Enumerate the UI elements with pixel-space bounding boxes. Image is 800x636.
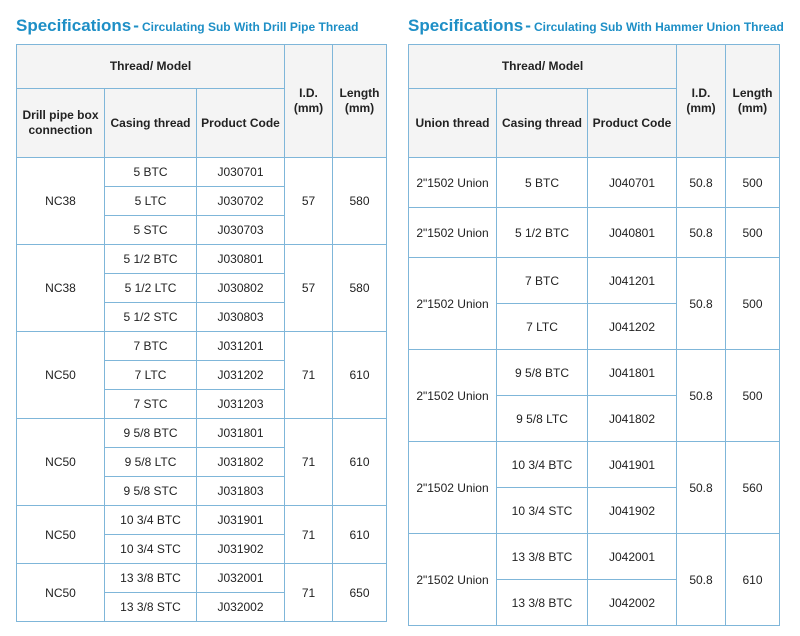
product-code-cell: J031901 <box>197 506 285 535</box>
product-code-cell: J041901 <box>588 442 677 488</box>
length-header: Length (mm) <box>333 45 387 158</box>
length-cell: 500 <box>726 350 780 442</box>
casing-thread-cell: 5 1/2 BTC <box>497 208 588 258</box>
casing-thread-cell: 9 5/8 BTC <box>497 350 588 396</box>
product-code-cell: J031803 <box>197 477 285 506</box>
casing-thread-header: Casing thread <box>105 89 197 158</box>
id-cell: 57 <box>285 245 333 332</box>
casing-thread-cell: 13 3/8 BTC <box>497 534 588 580</box>
product-code-cell: J031802 <box>197 448 285 477</box>
length-cell: 580 <box>333 245 387 332</box>
union-thread-header: Union thread <box>409 89 497 158</box>
heading-separator: - <box>525 16 531 35</box>
hammer-union-spec-body <box>409 158 780 626</box>
drill-pipe-spec-panel <box>16 12 388 622</box>
table-row <box>17 419 387 448</box>
hammer-union-spec-panel <box>408 12 784 626</box>
table-row <box>409 534 780 580</box>
product-code-header: Product Code <box>197 89 285 158</box>
casing-thread-cell: 5 1/2 BTC <box>105 245 197 274</box>
union-thread-cell: 2"1502 Union <box>409 208 497 258</box>
table-row <box>409 208 780 258</box>
heading-separator: - <box>133 16 139 35</box>
length-cell: 560 <box>726 442 780 534</box>
thread-model-header: Thread/ Model <box>17 45 285 89</box>
heading-main: Specifications <box>16 16 132 35</box>
casing-thread-cell: 5 1/2 LTC <box>105 274 197 303</box>
union-thread-cell: 2"1502 Union <box>409 534 497 626</box>
id-cell: 71 <box>285 564 333 622</box>
product-code-cell: J040801 <box>588 208 677 258</box>
union-thread-cell: 2"1502 Union <box>409 158 497 208</box>
product-code-cell: J031203 <box>197 390 285 419</box>
casing-thread-cell: 7 LTC <box>497 304 588 350</box>
casing-thread-cell: 7 BTC <box>497 258 588 304</box>
length-header: Length (mm) <box>726 45 780 158</box>
drill-pipe-connection-cell: NC50 <box>17 419 105 506</box>
product-code-cell: J030803 <box>197 303 285 332</box>
union-thread-cell: 2"1502 Union <box>409 258 497 350</box>
product-code-cell: J042002 <box>588 580 677 626</box>
length-cell: 610 <box>726 534 780 626</box>
id-cell: 71 <box>285 419 333 506</box>
table-row <box>17 506 387 535</box>
id-cell: 50.8 <box>677 534 726 626</box>
hammer-union-spec-table <box>408 44 780 626</box>
casing-thread-cell: 7 STC <box>105 390 197 419</box>
heading-main: Specifications <box>408 16 524 35</box>
casing-thread-cell: 9 5/8 LTC <box>105 448 197 477</box>
casing-thread-cell: 9 5/8 LTC <box>497 396 588 442</box>
product-code-cell: J031202 <box>197 361 285 390</box>
table-row <box>409 350 780 396</box>
table-row <box>409 158 780 208</box>
id-cell: 71 <box>285 332 333 419</box>
product-code-cell: J030702 <box>197 187 285 216</box>
heading-subtitle: Circulating Sub With Hammer Union Thread <box>533 20 784 34</box>
casing-thread-cell: 9 5/8 STC <box>105 477 197 506</box>
table-row <box>17 245 387 274</box>
product-code-cell: J042001 <box>588 534 677 580</box>
product-code-cell: J041802 <box>588 396 677 442</box>
casing-thread-cell: 10 3/4 BTC <box>105 506 197 535</box>
drill-pipe-connection-header: Drill pipe box connection <box>17 89 105 158</box>
drill-pipe-spec-heading <box>16 12 388 40</box>
length-cell: 610 <box>333 332 387 419</box>
length-cell: 500 <box>726 158 780 208</box>
product-code-cell: J041801 <box>588 350 677 396</box>
casing-thread-cell: 5 1/2 STC <box>105 303 197 332</box>
casing-thread-cell: 5 BTC <box>497 158 588 208</box>
product-code-cell: J032002 <box>197 593 285 622</box>
product-code-cell: J041202 <box>588 304 677 350</box>
length-cell: 500 <box>726 208 780 258</box>
drill-pipe-connection-cell: NC50 <box>17 332 105 419</box>
product-code-header: Product Code <box>588 89 677 158</box>
thread-model-header: Thread/ Model <box>409 45 677 89</box>
union-thread-cell: 2"1502 Union <box>409 350 497 442</box>
length-cell: 610 <box>333 419 387 506</box>
casing-thread-cell: 10 3/4 BTC <box>497 442 588 488</box>
id-cell: 50.8 <box>677 258 726 350</box>
product-code-cell: J030802 <box>197 274 285 303</box>
hammer-union-spec-heading <box>408 12 784 40</box>
id-cell: 57 <box>285 158 333 245</box>
casing-thread-cell: 10 3/4 STC <box>105 535 197 564</box>
casing-thread-cell: 5 STC <box>105 216 197 245</box>
table-row <box>409 258 780 304</box>
casing-thread-cell: 5 LTC <box>105 187 197 216</box>
id-cell: 50.8 <box>677 208 726 258</box>
casing-thread-cell: 10 3/4 STC <box>497 488 588 534</box>
casing-thread-cell: 13 3/8 BTC <box>105 564 197 593</box>
length-cell: 580 <box>333 158 387 245</box>
id-header: I.D. (mm) <box>285 45 333 158</box>
drill-pipe-spec-table <box>16 44 387 622</box>
product-code-cell: J041902 <box>588 488 677 534</box>
product-code-cell: J030801 <box>197 245 285 274</box>
product-code-cell: J031201 <box>197 332 285 361</box>
product-code-cell: J030703 <box>197 216 285 245</box>
drill-pipe-spec-body <box>17 158 387 622</box>
drill-pipe-connection-cell: NC50 <box>17 564 105 622</box>
casing-thread-cell: 13 3/8 BTC <box>497 580 588 626</box>
table-row <box>17 564 387 593</box>
casing-thread-cell: 9 5/8 BTC <box>105 419 197 448</box>
casing-thread-cell: 5 BTC <box>105 158 197 187</box>
drill-pipe-connection-cell: NC38 <box>17 158 105 245</box>
product-code-cell: J041201 <box>588 258 677 304</box>
product-code-cell: J040701 <box>588 158 677 208</box>
table-row <box>17 158 387 187</box>
drill-pipe-connection-cell: NC38 <box>17 245 105 332</box>
length-cell: 650 <box>333 564 387 622</box>
id-cell: 71 <box>285 506 333 564</box>
casing-thread-cell: 7 LTC <box>105 361 197 390</box>
length-cell: 610 <box>333 506 387 564</box>
heading-subtitle: Circulating Sub With Drill Pipe Thread <box>141 20 359 34</box>
product-code-cell: J030701 <box>197 158 285 187</box>
table-row <box>17 332 387 361</box>
union-thread-cell: 2"1502 Union <box>409 442 497 534</box>
product-code-cell: J031801 <box>197 419 285 448</box>
id-cell: 50.8 <box>677 442 726 534</box>
casing-thread-cell: 7 BTC <box>105 332 197 361</box>
product-code-cell: J031902 <box>197 535 285 564</box>
id-cell: 50.8 <box>677 158 726 208</box>
drill-pipe-connection-cell: NC50 <box>17 506 105 564</box>
id-header: I.D. (mm) <box>677 45 726 158</box>
table-row <box>409 442 780 488</box>
product-code-cell: J032001 <box>197 564 285 593</box>
casing-thread-header: Casing thread <box>497 89 588 158</box>
casing-thread-cell: 13 3/8 STC <box>105 593 197 622</box>
length-cell: 500 <box>726 258 780 350</box>
id-cell: 50.8 <box>677 350 726 442</box>
